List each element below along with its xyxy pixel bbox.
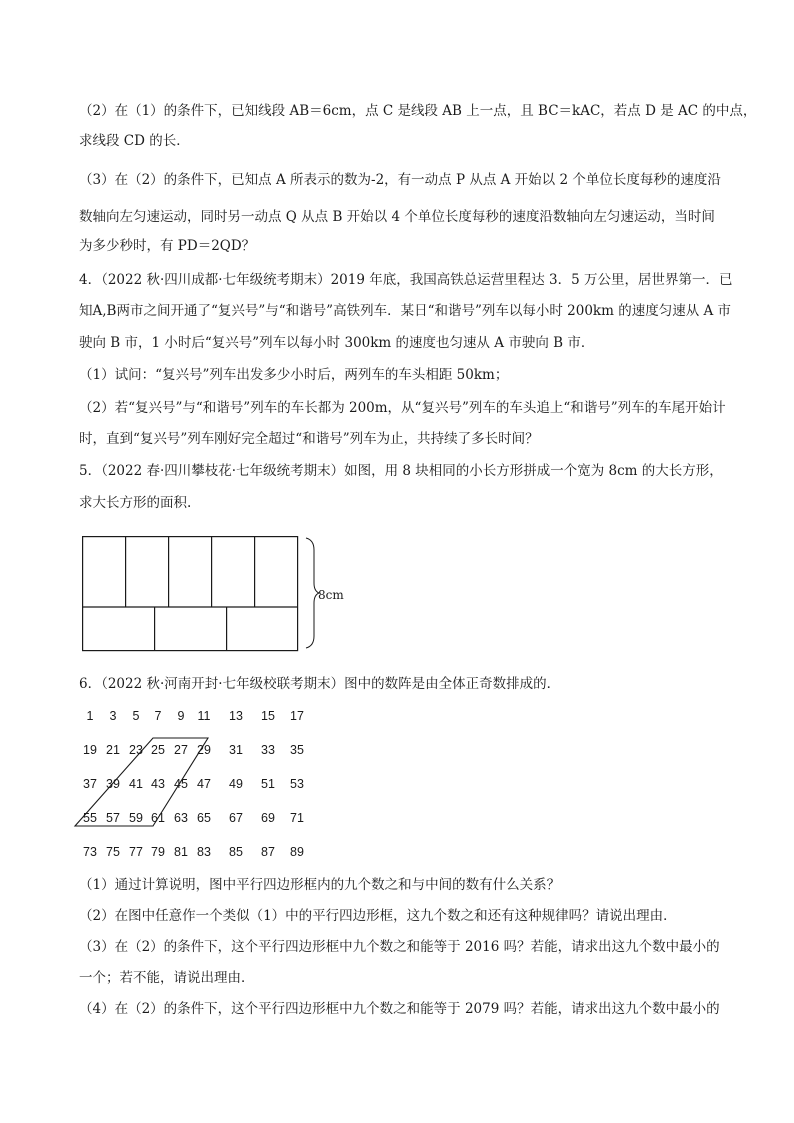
grid-number: 17 — [290, 709, 304, 723]
grid-number: 25 — [151, 743, 165, 757]
grid-number: 35 — [290, 743, 304, 757]
grid-number: 1 — [86, 709, 94, 723]
parallelogram-frame — [70, 735, 310, 835]
grid-number: 67 — [229, 811, 243, 825]
grid-number: 33 — [261, 743, 275, 757]
q4-part2-line2: 时，直到“复兴号”列车刚好完全超过“和谐号”列车为止，共持续了多长时间？ — [79, 431, 539, 447]
rectangle-diagram — [82, 536, 332, 654]
q6-part1: （1）通过计算说明，图中平行四边形框内的九个数之和与中间的数有什么关系？ — [79, 877, 561, 893]
grid-number: 21 — [106, 743, 120, 757]
grid-number: 65 — [197, 811, 211, 825]
q3-part2-line1: （2）在（1）的条件下，已知线段 AB＝6cm，点 C 是线段 AB 上一点，且 BC＝kAC，若点 D 是 AC 的中点， — [79, 103, 757, 119]
grid-number: 61 — [151, 811, 165, 825]
grid-number: 39 — [106, 777, 120, 791]
grid-number: 87 — [261, 845, 275, 859]
q6-part3-line1: （3）在（2）的条件下，这个平行四边形框中九个数之和能等于 2016 吗？若能，请求出这九个数中最小的 — [79, 939, 720, 955]
q4-part1: （1）试问：“复兴号”列车出发多少小时后，两列车的车头相距 50km； — [79, 367, 509, 383]
q4-line3: 驶向 B 市，1 小时后“复兴号”列车以每小时 300km 的速度也匀速从 A 市驶向 B 市． — [79, 335, 595, 351]
q4-part2-line1: （2）若“复兴号”与“和谐号”列车的车长都为 200m，从“复兴号”列车的车头追上“和谐号”列车的车尾开始计 — [79, 400, 726, 416]
grid-number: 23 — [129, 743, 143, 757]
q6-part4-line1: （4）在（2）的条件下，这个平行四边形框中九个数之和能等于 2079 吗？若能，请求出这九个数中最小的 — [79, 1001, 720, 1017]
grid-number: 45 — [174, 777, 188, 791]
grid-number: 71 — [290, 811, 304, 825]
q6-part3-line2: 一个；若不能，请说出理由． — [79, 970, 255, 986]
grid-number: 75 — [106, 845, 120, 859]
big-rectangle — [83, 537, 298, 651]
grid-number: 29 — [197, 743, 211, 757]
grid-number: 89 — [290, 845, 304, 859]
grid-number: 7 — [154, 709, 162, 723]
grid-number: 49 — [229, 777, 243, 791]
grid-number: 51 — [261, 777, 275, 791]
grid-number: 79 — [151, 845, 165, 859]
grid-number: 19 — [83, 743, 97, 757]
grid-number: 73 — [83, 845, 97, 859]
grid-number: 15 — [261, 709, 275, 723]
grid-number: 3 — [109, 709, 117, 723]
q4-line2: 知A,B两市之间开通了“复兴号”与“和谐号”高铁列车．某日“和谐号”列车以每小时 200km 的速度匀速从 A 市 — [79, 303, 732, 319]
grid-number: 81 — [174, 845, 188, 859]
grid-number: 41 — [129, 777, 143, 791]
grid-number: 11 — [197, 709, 211, 723]
q6-part2: （2）在图中任意作一个类似（1）中的平行四边形框，这九个数之和还有这种规律吗？请说出理由． — [79, 908, 677, 924]
grid-number: 59 — [129, 811, 143, 825]
grid-number: 31 — [229, 743, 243, 757]
grid-number: 63 — [174, 811, 188, 825]
grid-number: 27 — [174, 743, 188, 757]
width-label: 8cm — [318, 588, 344, 602]
grid-number: 47 — [197, 777, 211, 791]
grid-number: 9 — [177, 709, 185, 723]
q3-part3-line3: 为多少秒时，有 PD＝2QD？ — [79, 238, 256, 254]
grid-number: 77 — [129, 845, 143, 859]
q5-line2: 求大长方形的面积. — [79, 495, 192, 511]
grid-number: 43 — [151, 777, 165, 791]
q3-part3-line1: （3）在（2）的条件下，已知点 A 所表示的数为-2，有一动点 P 从点 A 开始以 2 个单位长度每秒的速度沿 — [79, 172, 721, 188]
q3-part2-line2: 求线段 CD 的长． — [79, 133, 190, 149]
q5-line1: 5．（2022 春·四川攀枝花·七年级统考期末）如图，用 8 块相同的小长方形拼成一个宽为 8cm 的大长方形， — [79, 463, 723, 479]
grid-number: 85 — [229, 845, 243, 859]
grid-number: 57 — [106, 811, 120, 825]
grid-number: 69 — [261, 811, 275, 825]
grid-number: 37 — [83, 777, 97, 791]
grid-number: 13 — [229, 709, 243, 723]
grid-number: 83 — [197, 845, 211, 859]
grid-number: 5 — [132, 709, 140, 723]
q6-line1: 6．（2022 秋·河南开封·七年级校联考期末）图中的数阵是由全体正奇数排成的． — [79, 676, 561, 692]
grid-number: 53 — [290, 777, 304, 791]
q3-part3-line2: 数轴向左匀速运动，同时另一动点 Q 从点 B 开始以 4 个单位长度每秒的速度沿数轴向左匀速运动，当时间 — [79, 209, 715, 225]
q4-line1: 4．（2022 秋·四川成都·七年级统考期末）2019 年底，我国高铁总运营里程达 3．5 万公里，居世界第一．已 — [79, 272, 733, 288]
grid-number: 55 — [83, 811, 97, 825]
